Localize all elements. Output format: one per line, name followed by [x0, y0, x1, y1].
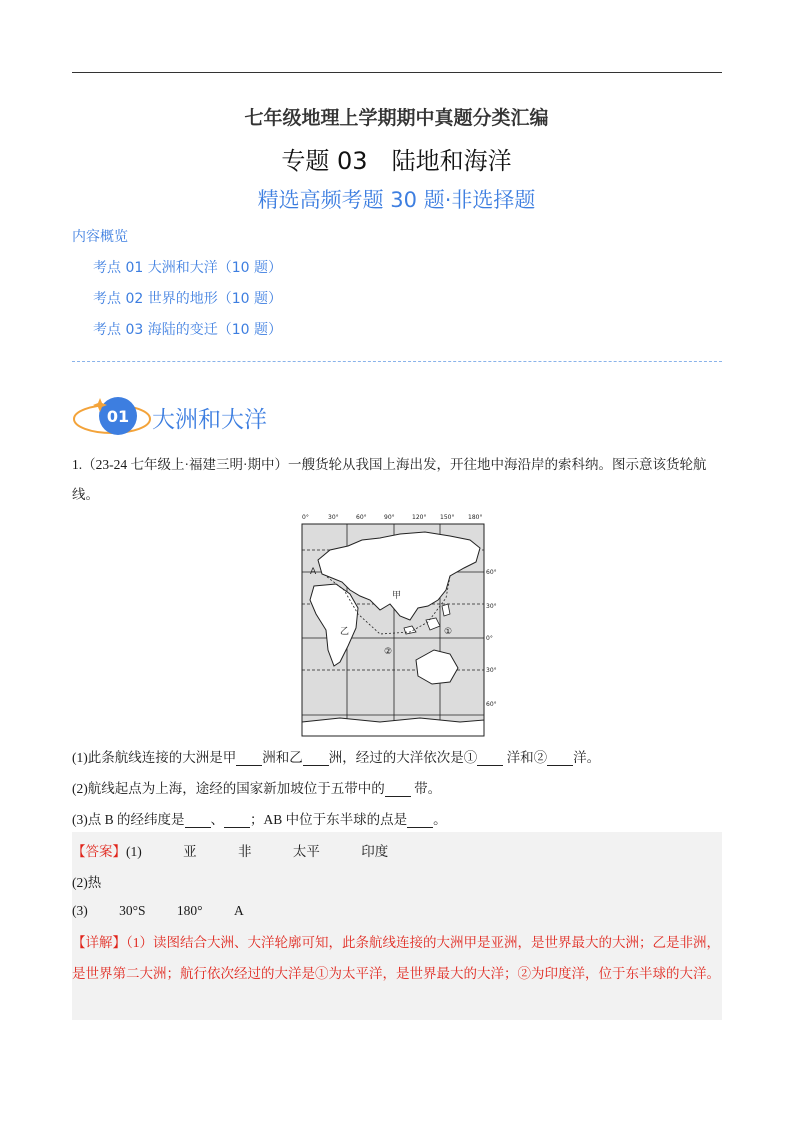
map-label-c1: ①: [444, 627, 453, 637]
sub2-text: (2)航线起点为上海，途经的国家新加坡位于五带中的: [72, 781, 385, 796]
answer-1-value: 非: [238, 844, 252, 859]
sub-question-1: [72, 746, 600, 766]
question-1-stem: 1.（23-24 七年级上·福建三明·期中）一艘货轮从我国上海出发，开往地中海沿岸的索科纳。图示意该货轮航线。: [72, 457, 707, 502]
answer-label: 【答案】: [72, 844, 126, 859]
sub-question-3: [72, 808, 447, 828]
answer-line-1: [72, 840, 388, 860]
sub3-text: (3)点 B 的经纬度是: [72, 812, 185, 827]
topic-title: 专题 03 陆地和海洋: [281, 147, 512, 175]
answer-3-value: 30°S: [119, 903, 146, 918]
map-right-label: 30°: [486, 603, 497, 610]
sub2-text: 带。: [410, 781, 442, 796]
answer-1-value: 亚: [183, 844, 197, 859]
header-rule: [72, 72, 722, 73]
map-top-label: 0°: [302, 514, 309, 521]
map-top-label: 90°: [384, 514, 395, 521]
answer-blank[interactable]: [303, 752, 329, 766]
answer-line-2: (2)热: [72, 875, 102, 890]
map-label-yi: 乙: [340, 627, 350, 637]
overview-item-3[interactable]: 考点 03 海陆的变迁（10 题）: [93, 322, 282, 338]
map-top-label: 180°: [468, 514, 483, 521]
answer-blank[interactable]: [224, 814, 250, 828]
map-right-label: 0°: [486, 635, 493, 642]
sub1-text: 洲和乙: [262, 750, 303, 765]
map-top-label: 120°: [412, 514, 427, 521]
answer-blank[interactable]: [185, 814, 211, 828]
map-top-label: 30°: [328, 514, 339, 521]
sub1-text: 洲，经过的大洋依次是①: [328, 750, 478, 765]
detail-text: （1）读图结合大洲、大洋轮廓可知，此条航线连接的大洲甲是亚洲，是世界最大的大洲；乙是非洲，是世界第二大洲；航行依次经过的大洋是①为太平洋，是世界最大的大洋；②为印度洋，位于东半球的大洋。: [72, 935, 720, 981]
answer-3-prefix: (3): [72, 903, 88, 918]
section-divider: [72, 361, 722, 362]
route-map: [300, 510, 497, 738]
answer-blank[interactable]: [385, 783, 411, 797]
answer-blank[interactable]: [477, 752, 503, 766]
map-right-label: 60°: [486, 701, 497, 708]
answer-3-value: 180°: [176, 903, 203, 918]
answer-blank[interactable]: [236, 752, 262, 766]
map-right-label: 60°: [486, 569, 497, 576]
subtitle: 精选高频考题 30 题·非选择题: [257, 188, 536, 212]
answer-1-value: 印度: [361, 844, 389, 859]
map-label-a: A: [310, 567, 317, 577]
answer-1-value: 太平: [292, 844, 320, 859]
overview-item-2[interactable]: 考点 02 世界的地形（10 题）: [93, 291, 282, 307]
answer-blank[interactable]: [407, 814, 433, 828]
section-badge-icon: [72, 392, 152, 442]
sub-question-2: [72, 777, 441, 797]
map-label-jia: 甲: [392, 591, 402, 601]
sub1-text: (1)此条航线连接的大洲是甲: [72, 750, 237, 765]
detail-label: 【详解】: [72, 935, 126, 950]
sub1-text: 洋和②: [503, 750, 548, 765]
map-label-c2: ②: [384, 647, 393, 657]
sub1-text: 洋。: [573, 750, 601, 765]
overview-item-1[interactable]: 考点 01 大洲和大洋（10 题）: [93, 260, 282, 276]
sub3-text: 。: [433, 812, 447, 827]
sub3-text: 、: [210, 812, 224, 827]
sub3-text: ；AB 中位于东半球的点是: [250, 812, 408, 827]
answer-box: [72, 832, 722, 1020]
section-title: 大洲和大洋: [152, 407, 267, 433]
answer-1-prefix: (1): [126, 844, 142, 859]
section-number: 01: [106, 407, 130, 426]
answer-line-3: [72, 903, 244, 919]
map-right-label: 30°: [486, 667, 497, 674]
map-top-label: 150°: [440, 514, 455, 521]
map-top-label: 60°: [356, 514, 367, 521]
answer-3-value: A: [233, 903, 244, 918]
answer-detail: [72, 927, 722, 989]
answer-blank[interactable]: [547, 752, 573, 766]
series-title: 七年级地理上学期期中真题分类汇编: [244, 107, 549, 129]
overview-heading: 内容概览: [72, 229, 128, 245]
